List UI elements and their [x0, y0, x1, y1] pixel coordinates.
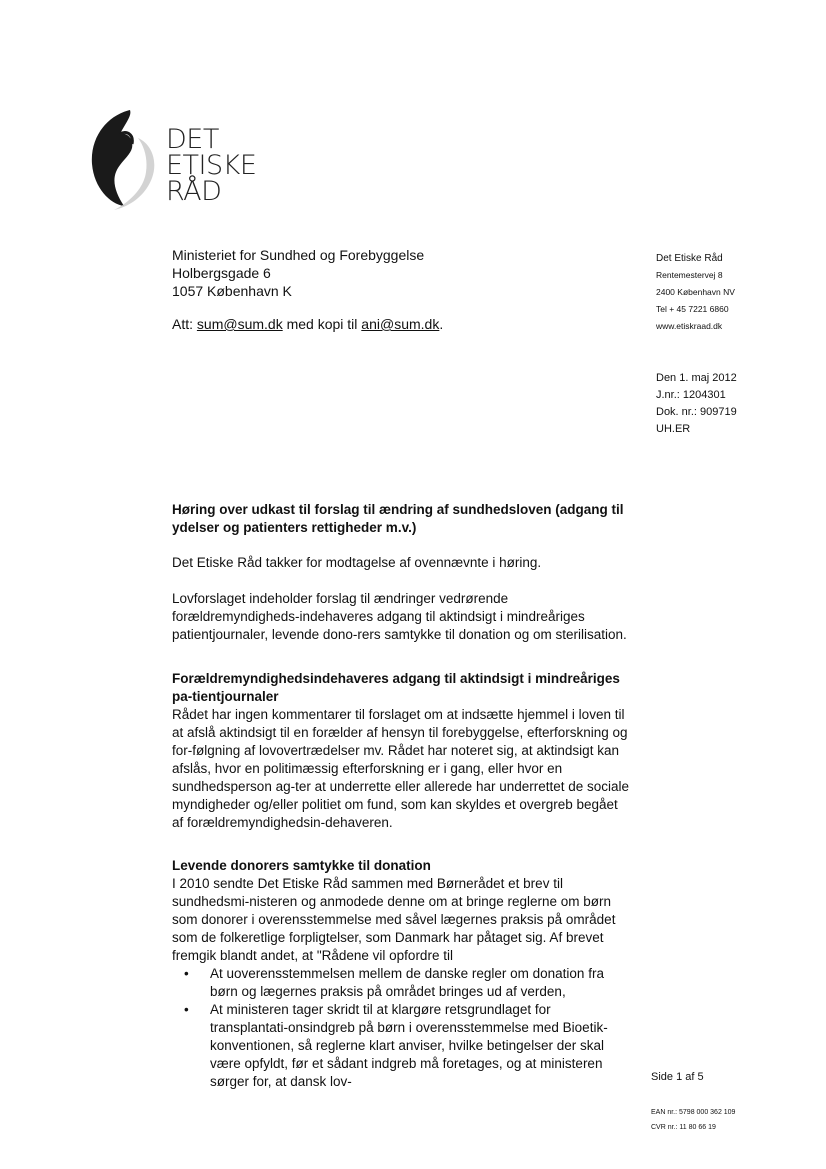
attention-line — [172, 316, 443, 332]
list-item: • At uoverensstemmelsen mellem de danske regler om donation fra børn og lægernes praksis på området bringes ud af verden, — [172, 965, 632, 1001]
cvr-number: CVR nr.: 11 80 66 19 — [651, 1124, 716, 1131]
att-prefix: Att: — [172, 316, 197, 332]
email-link-ani[interactable]: ani@sum.dk — [361, 316, 440, 332]
sender-name: Det Etiske Råd — [656, 253, 723, 264]
section-heading: Forældremyndighedsindehaveres adgang til aktindsigt i mindreåriges pa-tientjournaler — [172, 671, 620, 704]
sender-phone: Tel + 45 7221 6860 — [656, 304, 729, 314]
document-number: Dok. nr.: 909719 — [656, 406, 737, 418]
recipient-line: Holbergsgade 6 — [172, 265, 271, 281]
section-living-donors — [172, 857, 632, 1091]
logo-text-raad: RÅD — [166, 176, 222, 207]
att-middle: med kopi til — [282, 316, 362, 332]
sender-web: www.etiskraad.dk — [656, 321, 723, 331]
journal-number: J.nr.: 1204301 — [656, 389, 726, 401]
recipient-address — [172, 246, 424, 300]
recipient-line: Ministeriet for Sundhed og Forebyggelse — [172, 247, 425, 263]
letter-subject: Høring over udkast til forslag til ændring af sundhedsloven (adgang til ydelser og patienters rettigheder m.v.) — [172, 502, 624, 535]
page-number: Side 1 af 5 — [651, 1071, 704, 1083]
initials: UH.ER — [656, 423, 691, 435]
recipient-line: 1057 København K — [172, 283, 292, 299]
section-text: I 2010 sendte Det Etiske Råd sammen med Børnerådet et brev til sundhedsmi-nisteren og anmodede denne om at bringe reglerne om børn som donorer i overensstemmelse med såvel lægernes praksis på området som de folkeretlige forpligtelser, som Danmark har påtaget sig. Af brevet fremgik blandt andet, at "Rådene vil opfordre til — [172, 876, 616, 963]
thanks-paragraph: Det Etiske Råd takker for modtagelse af ovennævnte i høring. — [172, 555, 542, 570]
letter-date: Den 1. maj 2012 — [656, 372, 737, 384]
sender-city: 2400 København NV — [656, 287, 735, 297]
section-heading: Levende donorers samtykke til donation — [172, 858, 431, 873]
sender-street: Rentemestervej 8 — [656, 270, 723, 280]
logo-text-det: DET — [166, 124, 219, 155]
registration-numbers — [651, 1105, 735, 1135]
ean-number: EAN nr.: 5798 000 362 109 — [651, 1109, 736, 1116]
intro-paragraph: Lovforslaget indeholder forslag til ændringer vedrørende forældremyndigheds-indehaveres adgang til aktindsigt i mindreåriges patientjournaler, levende dono-rers samtykke til donation og om sterilisation. — [172, 591, 627, 642]
logo-text-etiske: ETISKE — [166, 150, 257, 181]
att-suffix: . — [439, 316, 444, 332]
det-etiske-raad-logo-mark — [86, 108, 162, 212]
section-parental-access — [172, 670, 632, 832]
email-link-sum[interactable]: sum@sum.dk — [196, 316, 283, 332]
section-text: Rådet har ingen kommentarer til forslaget om at indsætte hjemmel i loven til at afslå aktindsigt til en forælder af hensyn til forebyggelse, efterforskning og for-følgning af lovovertrædelser mv. Rådet har noteret sig, at aktindsigt kan afslås, hvor en politimæssig efterforskning er i gang, eller hvor en sundhedsperson ag-ter at underrette eller allerede har underrettet de sociale myndigheder og/eller politiet om fund, som kan skyldes et overgreb begået af forældremyndighedsin-dehaveren. — [172, 707, 630, 830]
bullet-list — [172, 965, 632, 1091]
list-item: • At ministeren tager skridt til at klargøre retsgrundlaget for transplantati-onsindgreb på børn i overensstemmelse med Bioetik-konventionen, så reglerne klart anviser, hvilke betingelser der skal være opfyldt, før et sådant indgreb må foretages, og at ministeren sørger for, at dansk lov- — [172, 1001, 632, 1091]
sender-address — [656, 250, 735, 335]
document-meta — [656, 370, 737, 438]
